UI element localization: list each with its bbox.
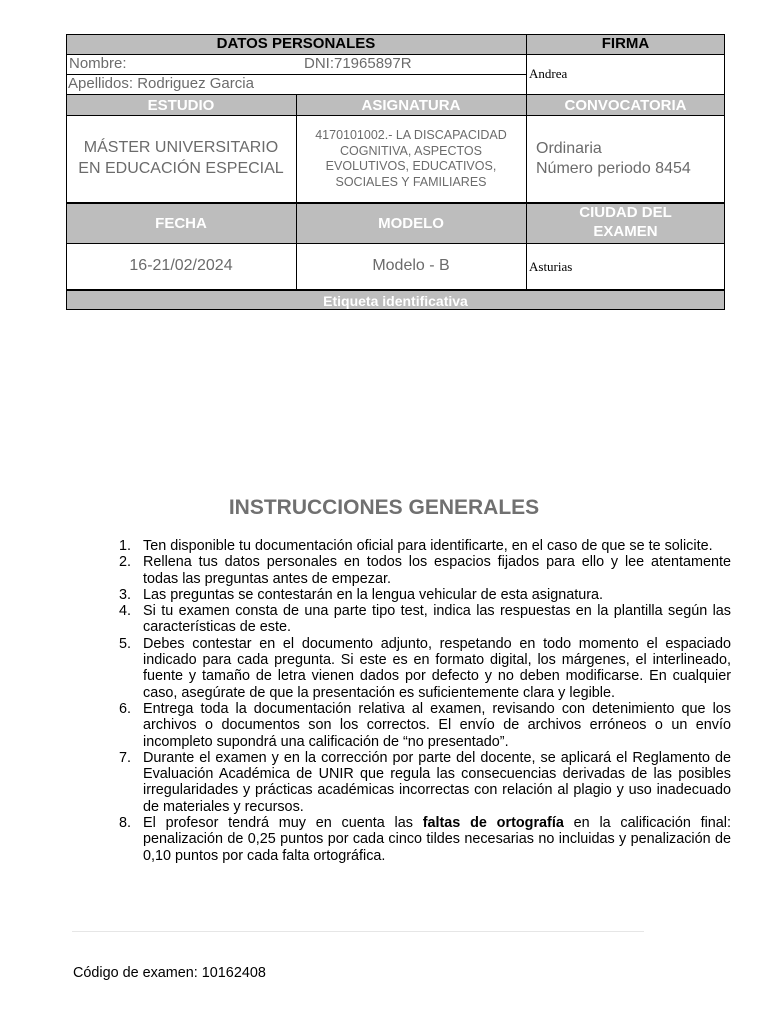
asignatura-value (296, 128, 526, 190)
firma-value: Andrea (529, 66, 568, 81)
modelo-header: MODELO (296, 203, 526, 243)
exam-code: Código de examen: 10162408 (73, 965, 266, 981)
asignatura-line-3: EVOLUTIVOS, EDUCATIVOS, (325, 159, 497, 173)
instruction-item (119, 815, 731, 864)
instruction-item (119, 750, 731, 815)
convocatoria-line-1: Ordinaria (536, 140, 602, 157)
firma-header: FIRMA (526, 34, 725, 54)
asignatura-line-4: SOCIALES Y FAMILIARES (335, 174, 487, 189)
instruction-text-bold: faltas de ortografía (422, 815, 564, 832)
table-hline-5 (66, 202, 725, 204)
instructions-list (119, 538, 731, 864)
estudio-line-1: MÁSTER UNIVERSITARIO (83, 139, 279, 156)
asignatura-line-1: 4170101002.- LA DISCAPACIDAD (315, 128, 507, 142)
ciudad-header-line-1: CIUDAD DEL (579, 204, 672, 221)
asignatura-line-2: COGNITIVA, ASPECTOS (340, 143, 482, 158)
table-hline-7 (66, 289, 725, 291)
modelo-value: Modelo - B (372, 257, 450, 274)
ciudad-header-line-2: EXAMEN (593, 223, 658, 240)
table-hline-3 (66, 94, 725, 95)
fecha-header: FECHA (66, 203, 296, 243)
instruction-number: 7. (119, 749, 132, 766)
instruction-text-after: en la calificación final: penalización de 0,25 puntos por cada cinco tildes necesarias no incluidas y penalización de 0,10 puntos por cada falta ortográfica. (143, 815, 732, 864)
instruction-text: Ten disponible tu documentación oficial para identificarte, en el caso de que se te solicite. (143, 538, 713, 554)
ciudad-value: Asturias (529, 259, 573, 274)
table-border-left (66, 34, 67, 310)
exam-header-form (66, 34, 725, 310)
table-border-top (66, 34, 725, 35)
table-vline-firma (526, 34, 527, 291)
nombre-label: Nombre: (69, 55, 127, 72)
instruction-text: Durante el examen y en la corrección por parte del docente, se aplicará el Reglamento de Evaluación Académica de UNIR que regula las consecuencias derivadas de las posibles irregularidades y prácticas académicas incorrectas con relación al plagio y uso inadecuado de materiales y recursos. (143, 749, 731, 815)
table-border-bottom (66, 309, 725, 310)
instruction-item (119, 701, 731, 750)
footer-divider (72, 931, 644, 932)
instruction-text: Debes contestar en el documento adjunto, respetando en todo momento el espaciado indicado para cada pregunta. Si este es en formato digital, los márgenes, el interlineado, fuente y tamaño de letra vienen dados por defecto y no deben modificarse. En cualquier caso, asegúrate de que la presentación es suficientemente clara y legible. (143, 635, 731, 701)
instruction-text-before: El profesor tendrá muy en cuenta las (143, 815, 423, 832)
instruction-text: Las preguntas se contestarán en la lengua vehicular de esta asignatura. (143, 586, 604, 603)
estudio-header: ESTUDIO (66, 95, 296, 115)
instruction-number: 5. (119, 635, 132, 652)
instruction-item (119, 554, 731, 587)
etiqueta-identificativa: Etiqueta identificativa (66, 291, 725, 310)
instruction-number: 2. (119, 554, 132, 571)
instruction-number: 6. (119, 700, 132, 717)
table-vline-col2 (296, 95, 297, 291)
dni-value: DNI:71965897R (304, 55, 412, 72)
instruction-number: 3. (119, 586, 132, 603)
fecha-value: 16-21/02/2024 (129, 257, 233, 274)
instruction-text: Rellena tus datos personales en todos los espacios fijados para ello y lee atentamente todas las preguntas antes de empezar. (143, 554, 731, 587)
asignatura-header: ASIGNATURA (296, 95, 526, 115)
instruction-number: 1. (119, 538, 132, 554)
instruction-text: Entrega toda la documentación relativa al examen, revisando con detenimiento que los archivos o documentos son los correctos. El envío de archivos erróneos o un envío incompleto supondrá una calificación de “no presentado”. (143, 700, 731, 750)
table-hline-1 (66, 54, 725, 55)
table-hline-4 (66, 115, 725, 116)
instruction-text: Si tu examen consta de una parte tipo test, indica las respuestas en la plantilla según las características de este. (143, 603, 731, 636)
apellidos-value: Apellidos: Rodriguez Garcia (68, 75, 254, 92)
table-border-right (724, 34, 725, 310)
ciudad-header (526, 203, 725, 243)
instruction-item (119, 603, 731, 636)
convocatoria-value (536, 139, 691, 179)
instruction-item (119, 587, 731, 603)
datos-personales-header: DATOS PERSONALES (66, 34, 526, 54)
estudio-line-2: EN EDUCACIÓN ESPECIAL (78, 160, 284, 177)
instruction-number: 4. (119, 603, 132, 620)
estudio-value (66, 137, 296, 179)
instruction-item (119, 538, 731, 554)
convocatoria-line-2: Número periodo 8454 (536, 160, 691, 177)
instruction-number: 8. (119, 815, 132, 832)
table-hline-2 (66, 74, 526, 75)
convocatoria-header: CONVOCATORIA (526, 95, 725, 115)
instruction-item (119, 636, 731, 701)
table-hline-6 (66, 243, 725, 244)
instructions-title: INSTRUCCIONES GENERALES (228, 496, 540, 519)
